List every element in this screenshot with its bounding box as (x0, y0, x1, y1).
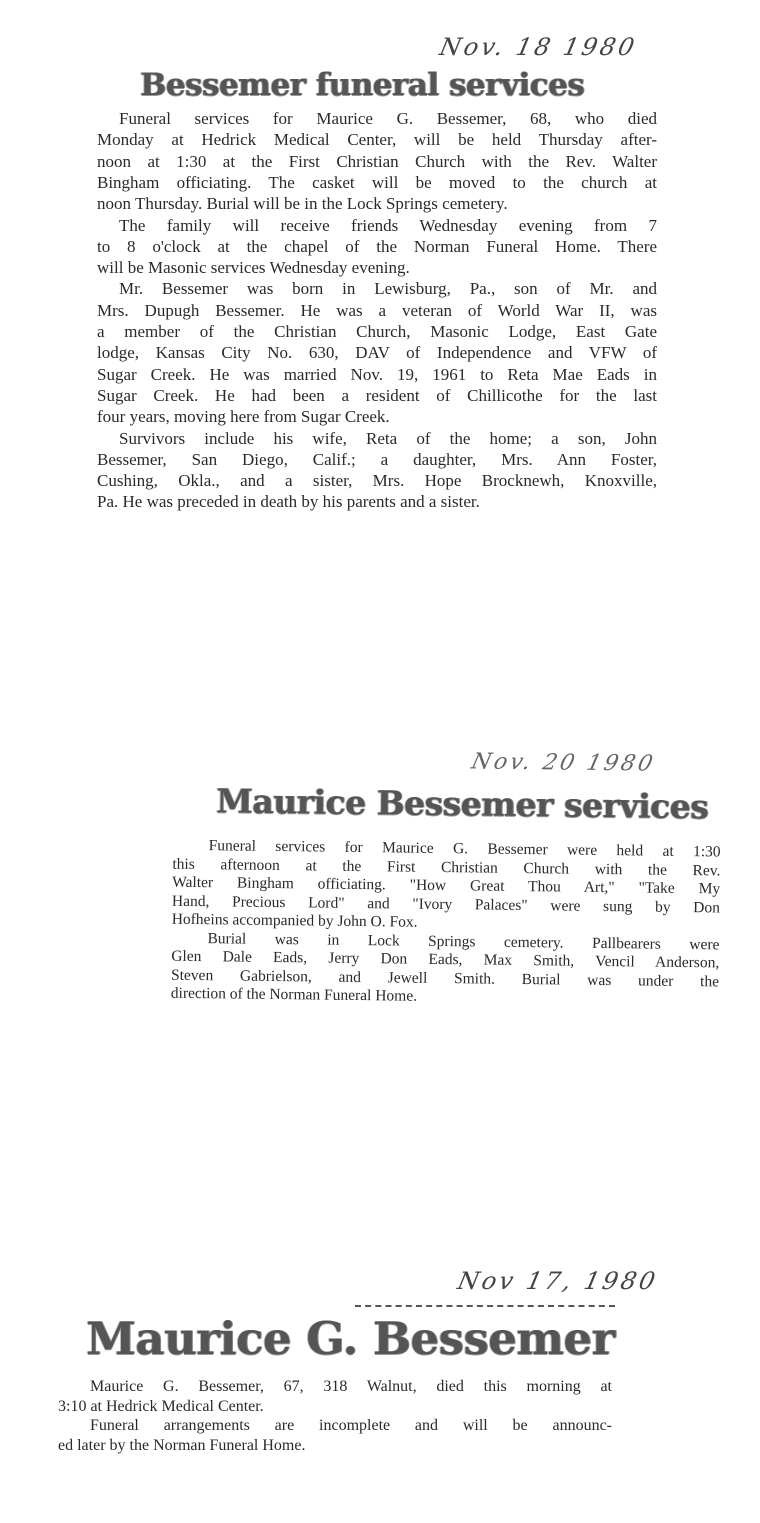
handwritten-date: Nov. 18 1980 (437, 33, 640, 61)
text-line: Funeral services for Maurice G. Bessemer were held at 1:30 (208, 837, 721, 861)
article-body (170, 837, 721, 1005)
text-line: Sugar Creek. He was married Nov. 19, 1961 to Reta Mae Eads in (97, 365, 657, 384)
text-line: Sugar Creek. He had been a resident of Chillicothe for the last (97, 386, 657, 405)
handwritten-date: Nov. 20 1980 (469, 749, 658, 777)
text-line: Maurice G. Bessemer, 67, 318 Walnut, died this morning at (90, 1378, 612, 1395)
text-line: to 8 o'clock at the chapel of the Norman Funeral Home. There (97, 237, 657, 256)
text-line: noon Thursday. Burial will be in the Lock Springs cemetery. (97, 194, 508, 214)
text-line: will be Masonic services Wednesday evening. (97, 258, 410, 278)
text-line: Walter Bingham officiating. "How Great Thou Art," "Take My (172, 873, 721, 898)
text-line: The family will receive friends Wednesday evening from 7 (119, 216, 657, 235)
text-line: noon at 1:30 at the First Christian Church with the Rev. Walter (97, 152, 657, 171)
text-line: Funeral services for Maurice G. Bessemer, 68, who died (119, 110, 657, 128)
headline: Maurice G. Bessemer (86, 1312, 615, 1365)
text-line: Hofheins accompanied by John O. Fox. (171, 910, 418, 931)
text-line: 3:10 at Hedrick Medical Center. (58, 1397, 264, 1415)
text-line: Glen Dale Eads, Jerry Don Eads, Max Smith, Vencil Anderson, (171, 947, 720, 972)
text-line: Steven Gabrielson, and Jewell Smith. Burial was under the (170, 966, 720, 990)
text-line: Mr. Bessemer was born in Lewisburg, Pa., son of Mr. and (119, 280, 657, 299)
text-line: Burial was in Lock Springs cemetery. Pallbearers were (207, 929, 720, 953)
text-line: four years, moving here from Sugar Creek. (97, 407, 390, 427)
text-line: Bessemer, San Diego, Calif.; a daughter, Mrs. Ann Foster, (97, 450, 657, 469)
headline: Bessemer funeral services (140, 67, 585, 103)
divider (355, 1305, 615, 1307)
text-line: Pa. He was preceded in death by his parents and a sister. (97, 492, 480, 512)
text-line: Hand, Precious Lord" and "Ivory Palaces" were sung by Don (171, 892, 721, 916)
headline: Maurice Bessemer services (215, 781, 709, 827)
text-line: Mrs. Dupugh Bessemer. He was a veteran of World War II, was (97, 301, 657, 320)
text-line: Bingham officiating. The casket will be moved to the church at (97, 173, 657, 192)
text-line: direction of the Norman Funeral Home. (170, 984, 418, 1005)
text-line: Funeral arrangements are incomplete and will be announc- (90, 1417, 612, 1434)
text-line: ed later by the Norman Funeral Home. (58, 1436, 306, 1454)
text-line: a member of the Christian Church, Masonic Lodge, East Gate (97, 323, 657, 341)
text-line: this afternoon at the First Christian Church with the Rev. (172, 855, 721, 879)
handwritten-date: Nov 17, 1980 (455, 1267, 661, 1295)
text-line: lodge, Kansas City No. 630, DAV of Independence and VFW of (97, 344, 657, 363)
text-line: Survivors include his wife, Reta of the home; a son, John (119, 429, 657, 448)
text-line: Cushing, Okla., and a sister, Mrs. Hope Brocknewh, Knoxville, (97, 472, 657, 491)
text-line: Monday at Hedrick Medical Center, will be held Thursday after- (97, 131, 657, 150)
